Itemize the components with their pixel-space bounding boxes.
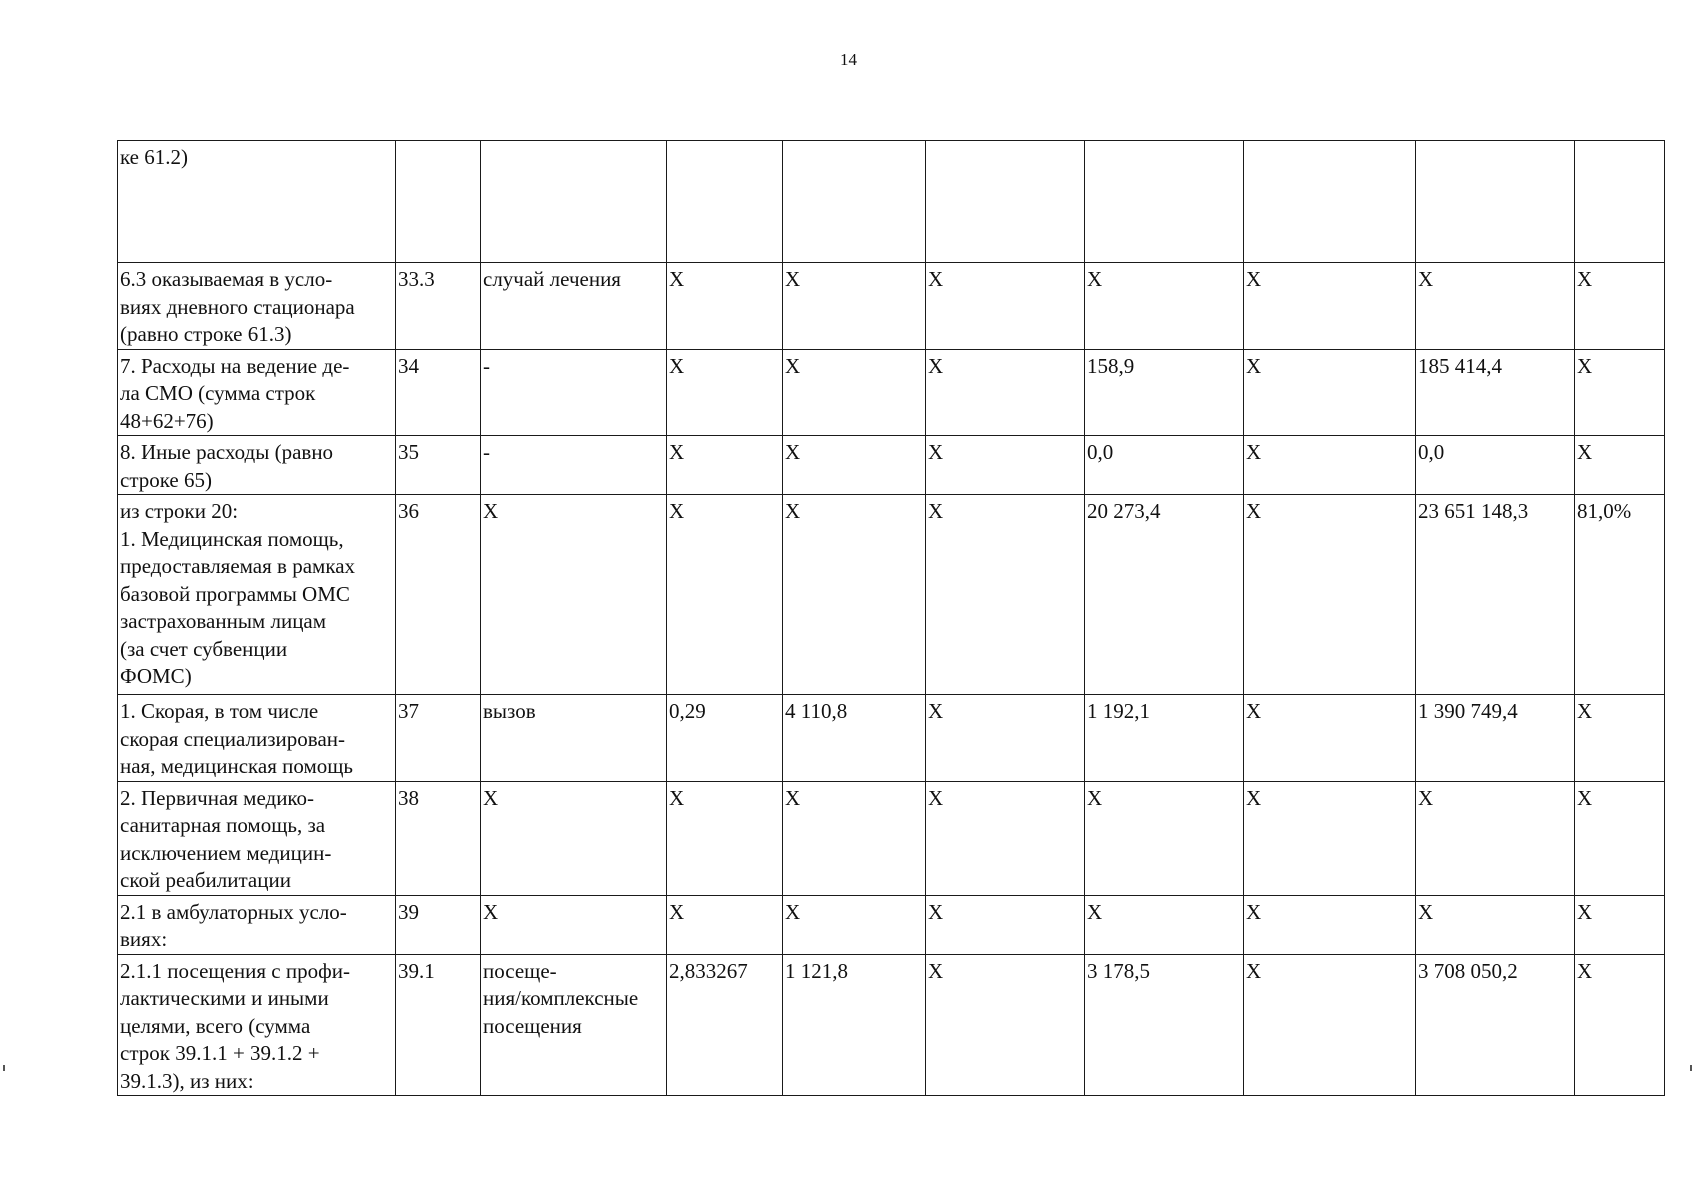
value-cell: [667, 263, 783, 350]
description-line: виях дневного стационара: [120, 294, 355, 319]
row-description-cell: [118, 954, 396, 1096]
cell-value: 1 390 749,4: [1418, 699, 1518, 723]
description-line: 1. Скорая, в том числе: [120, 699, 319, 723]
description-line: ской реабилитации: [120, 868, 291, 892]
value-cell: [1085, 263, 1244, 350]
cell-value: X: [1577, 267, 1593, 291]
cell-value: 0,0: [1418, 440, 1445, 464]
cell-value: X: [1577, 440, 1593, 464]
value-cell: [667, 349, 783, 436]
value-cell: [1416, 141, 1575, 263]
row-description-cell: [118, 495, 396, 695]
description-line: предоставляемая в рамках: [120, 554, 356, 578]
cell-value: X: [1246, 958, 1262, 983]
value-cell: [667, 436, 783, 495]
value-cell: [1575, 781, 1665, 895]
row-description-cell: [118, 695, 396, 782]
row-code: 38: [398, 785, 419, 810]
row-code: 34: [398, 353, 419, 378]
description-line: санитарная помощь, за: [120, 813, 326, 837]
description-line: из строки 20:: [120, 499, 239, 523]
cell-value: 2,833267: [669, 958, 748, 983]
cell-value: X: [928, 353, 944, 378]
value-cell: [783, 781, 926, 895]
cell-value: 0,0: [1087, 440, 1114, 464]
value-cell: [667, 954, 783, 1096]
description-line: (за счет субвенции: [120, 636, 288, 661]
row-code-cell: [396, 954, 481, 1096]
cell-value: 81,0%: [1577, 499, 1632, 523]
cell-value: 1 192,1: [1087, 699, 1150, 723]
value-cell: [481, 781, 667, 895]
value-cell: [783, 954, 926, 1096]
cell-value: 20 273,4: [1087, 499, 1161, 523]
cell-value: X: [669, 353, 685, 378]
value-cell: [1244, 141, 1416, 263]
value-cell: [1244, 349, 1416, 436]
row-code-cell: [396, 349, 481, 436]
table-row: [118, 695, 1665, 782]
cell-value: X: [1246, 785, 1262, 810]
value-cell: [481, 263, 667, 350]
value-cell: [1416, 436, 1575, 495]
table-row: [118, 349, 1665, 436]
table-row: [118, 495, 1665, 695]
value-cell: [926, 695, 1085, 782]
value-cell: [481, 895, 667, 954]
cell-value: X: [1087, 899, 1103, 924]
cell-value: X: [785, 440, 801, 464]
description-line: виях:: [120, 927, 168, 951]
description-line: 8. Иные расходы (равно: [120, 440, 334, 464]
cell-value: X: [928, 499, 944, 523]
cell-value: X: [669, 267, 685, 291]
value-cell: [667, 495, 783, 695]
value-cell: [481, 141, 667, 263]
description-line: 1. Медицинская помощь,: [120, 526, 344, 551]
cell-value: X: [928, 267, 944, 291]
table-row: [118, 141, 1665, 263]
cell-value: X: [1087, 785, 1103, 810]
value-cell: [1416, 495, 1575, 695]
row-code-cell: [396, 141, 481, 263]
cell-value: 158,9: [1087, 353, 1135, 378]
row-code: 37: [398, 699, 419, 723]
value-cell: [1244, 781, 1416, 895]
description-line: 2.1.1 посещения с профи-: [120, 958, 350, 983]
cell-value: X: [928, 899, 944, 924]
cell-value: 3 708 050,2: [1418, 958, 1518, 983]
row-code: 39.1: [398, 958, 435, 983]
cell-value: X: [669, 785, 685, 810]
row-description-cell: [118, 895, 396, 954]
row-code-cell: [396, 495, 481, 695]
description-line: исключением медицин-: [120, 840, 332, 865]
description-line: 39.1.3), из них:: [120, 1068, 254, 1093]
value-cell: [1085, 895, 1244, 954]
row-code: 36: [398, 499, 419, 523]
value-cell: [481, 695, 667, 782]
description-line: скорая специализирован-: [120, 726, 345, 751]
value-cell: [1085, 436, 1244, 495]
cell-value: X: [1418, 267, 1434, 291]
description-line: строке 65): [120, 467, 212, 492]
table-row: [118, 263, 1665, 350]
cell-value: X: [1577, 958, 1593, 983]
cell-value: вызов: [483, 699, 536, 723]
description-line: 2.1 в амбулаторных усло-: [120, 899, 347, 924]
value-cell: [1085, 954, 1244, 1096]
value-cell: [1244, 695, 1416, 782]
value-cell: [1575, 695, 1665, 782]
row-code: 33.3: [398, 267, 435, 291]
table-row: [118, 895, 1665, 954]
cell-value: X: [785, 899, 801, 924]
value-cell: [1575, 495, 1665, 695]
data-table: [117, 140, 1665, 1096]
description-line: ке 61.2): [120, 145, 188, 169]
cell-value: X: [1577, 785, 1593, 810]
cell-value: X: [669, 440, 685, 464]
value-cell: [1575, 895, 1665, 954]
table-body: [118, 141, 1665, 1096]
cell-value: случай лечения: [483, 267, 621, 291]
value-cell: [926, 263, 1085, 350]
cell-value: 3 178,5: [1087, 958, 1150, 983]
cell-value: X: [1577, 353, 1593, 378]
scan-edge-mark: [3, 1065, 5, 1071]
cell-value: X: [785, 353, 801, 378]
row-code-cell: [396, 781, 481, 895]
value-cell: [783, 495, 926, 695]
value-cell: [926, 781, 1085, 895]
value-cell: [667, 141, 783, 263]
value-cell: [1244, 895, 1416, 954]
description-line: ла СМО (сумма строк: [120, 381, 316, 405]
row-description-cell: [118, 141, 396, 263]
value-cell: [926, 349, 1085, 436]
value-cell: [783, 141, 926, 263]
value-cell: [1416, 263, 1575, 350]
row-description-cell: [118, 349, 396, 436]
row-code-cell: [396, 895, 481, 954]
value-cell: [481, 436, 667, 495]
cell-value: посеще- ния/комплексные посещения: [483, 958, 639, 1038]
value-cell: [1244, 954, 1416, 1096]
value-cell: [1085, 349, 1244, 436]
description-line: 6.3 оказываемая в усло-: [120, 267, 333, 291]
description-line: базовой программы ОМС: [120, 581, 350, 606]
value-cell: [1244, 263, 1416, 350]
row-code: 35: [398, 440, 419, 464]
cell-value: X: [785, 267, 801, 291]
row-code-cell: [396, 436, 481, 495]
cell-value: 1 121,8: [785, 958, 848, 983]
value-cell: [783, 349, 926, 436]
cell-value: -: [483, 440, 490, 464]
description-line: строк 39.1.1 + 39.1.2 +: [120, 1041, 320, 1065]
cell-value: X: [1577, 899, 1593, 924]
value-cell: [1575, 141, 1665, 263]
value-cell: [481, 954, 667, 1096]
value-cell: [667, 695, 783, 782]
cell-value: X: [928, 699, 944, 723]
cell-value: X: [1246, 267, 1262, 291]
description-line: лактическими и иными: [120, 986, 329, 1010]
cell-value: X: [928, 785, 944, 810]
cell-value: X: [483, 785, 499, 810]
cell-value: X: [1246, 440, 1262, 464]
description-line: ФОМС): [120, 664, 192, 688]
value-cell: [1244, 495, 1416, 695]
value-cell: [1085, 781, 1244, 895]
cell-value: X: [1246, 899, 1262, 924]
cell-value: 0,29: [669, 699, 706, 723]
description-line: 48+62+76): [120, 408, 214, 433]
cell-value: X: [785, 499, 801, 523]
value-cell: [1575, 436, 1665, 495]
value-cell: [1085, 141, 1244, 263]
cell-value: 4 110,8: [785, 699, 848, 723]
value-cell: [783, 895, 926, 954]
cell-value: X: [928, 958, 944, 983]
value-cell: [1416, 695, 1575, 782]
cell-value: X: [928, 440, 944, 464]
cell-value: X: [785, 785, 801, 810]
value-cell: [1416, 954, 1575, 1096]
cell-value: X: [1246, 499, 1262, 523]
value-cell: [1575, 349, 1665, 436]
value-cell: [926, 495, 1085, 695]
cell-value: 185 414,4: [1418, 353, 1502, 378]
value-cell: [481, 349, 667, 436]
row-description-cell: [118, 781, 396, 895]
cell-value: X: [669, 499, 685, 523]
table-row: [118, 781, 1665, 895]
description-line: застрахованным лицам: [120, 609, 327, 633]
value-cell: [926, 436, 1085, 495]
scan-edge-mark: [1690, 1065, 1692, 1071]
cell-value: X: [1246, 699, 1262, 723]
cell-value: X: [483, 499, 499, 523]
value-cell: [481, 495, 667, 695]
description-line: целями, всего (сумма: [120, 1013, 311, 1038]
description-line: (равно строке 61.3): [120, 322, 292, 346]
value-cell: [1575, 954, 1665, 1096]
value-cell: [926, 954, 1085, 1096]
cell-value: -: [483, 353, 490, 378]
row-description-cell: [118, 263, 396, 350]
value-cell: [783, 436, 926, 495]
value-cell: [1575, 263, 1665, 350]
row-code: 39: [398, 899, 419, 924]
value-cell: [783, 263, 926, 350]
value-cell: [1085, 695, 1244, 782]
table-row: [118, 954, 1665, 1096]
description-line: ная, медицинская помощь: [120, 754, 353, 778]
value-cell: [1416, 349, 1575, 436]
value-cell: [1244, 436, 1416, 495]
cell-value: X: [483, 899, 499, 924]
value-cell: [667, 781, 783, 895]
cell-value: X: [1418, 785, 1434, 810]
cell-value: X: [669, 899, 685, 924]
cell-value: X: [1577, 699, 1593, 723]
value-cell: [1416, 895, 1575, 954]
description-line: 7. Расходы на ведение де-: [120, 353, 350, 378]
row-code-cell: [396, 263, 481, 350]
description-line: 2. Первичная медико-: [120, 785, 315, 810]
cell-value: X: [1418, 899, 1434, 924]
value-cell: [783, 695, 926, 782]
cell-value: X: [1246, 353, 1262, 378]
value-cell: [1085, 495, 1244, 695]
value-cell: [926, 141, 1085, 263]
cell-value: 23 651 148,3: [1418, 499, 1529, 523]
value-cell: [1416, 781, 1575, 895]
value-cell: [926, 895, 1085, 954]
row-code-cell: [396, 695, 481, 782]
row-description-cell: [118, 436, 396, 495]
table-row: [118, 436, 1665, 495]
page-number: 14: [840, 50, 857, 69]
value-cell: [667, 895, 783, 954]
cell-value: X: [1087, 267, 1103, 291]
